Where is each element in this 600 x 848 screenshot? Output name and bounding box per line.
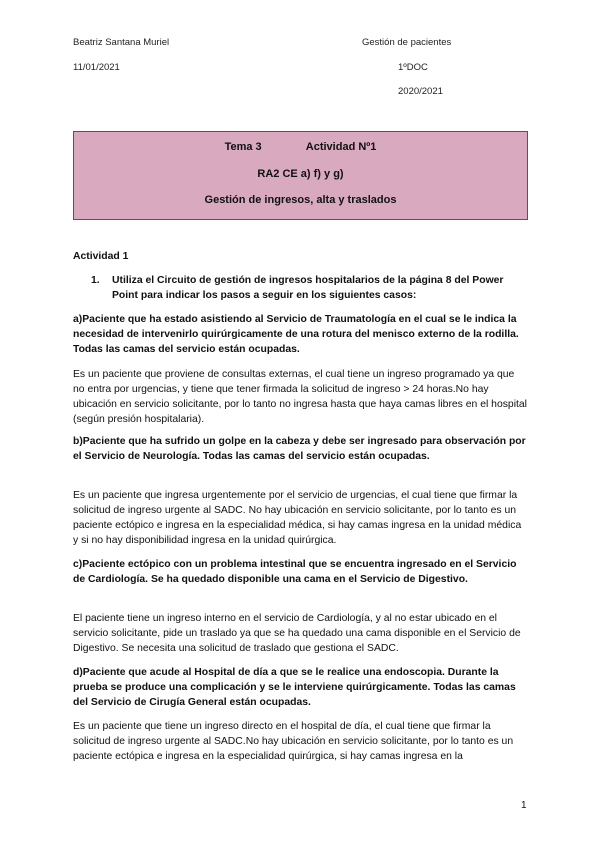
case-d-question: d)Paciente que acude al Hospital de día a que se le realice una endoscopia. Durante la prueba se produce una complicación y se le interviene quirúrgicamente. Todas las camas del Servicio de Cirugía General están ocupadas. (73, 667, 516, 708)
title-box (73, 131, 528, 220)
title-subtitle: Gestión de ingresos, alta y traslados (204, 194, 397, 206)
header-subject: Gestión de pacientes (362, 37, 452, 48)
title-tema: Tema 3 (224, 141, 262, 153)
case-a-question: a)Paciente que ha estado asistiendo al Servicio de Traumatología en el cual se le indica la necesidad de intervenirlo quirúrgicamente de una rotura del menisco externo de la rodilla. Todas las camas del servicio están ocupadas. (73, 314, 519, 355)
case-b-question: b)Paciente que ha sufrido un golpe en la cabeza y debe ser ingresado para observación por el Servicio de Neurología. Todas las camas del servicio están ocupadas. (73, 436, 526, 462)
activity-heading: Actividad 1 (73, 251, 129, 262)
instruction-item (91, 273, 527, 303)
case-a-answer: Es un paciente que proviene de consultas externas, el cual tiene un ingreso programado ya que no entra por urgencias, y tiene que tener firmada la solicitud de ingreso > 24 horas.No hay ubicación en servicio solicitante, por lo tanto no ingresa hasta que haya camas libres en el hospital (según presión hospitalaria). (73, 369, 527, 425)
case-c-question: c)Paciente ectópico con un problema intestinal que se encuentra ingresado en el Servicio de Cardiología. Se ha quedado disponible una cama en el Servicio de Digestivo. (73, 559, 517, 585)
title-actividad: Actividad Nº1 (305, 141, 377, 153)
case-d-answer: Es un paciente que tiene un ingreso directo en el hospital de día, el cual tiene que firmar la solicitud de ingreso urgente al SADC.No hay ubicación en servicio solicitante, por lo tanto es un paciente ectópica e ingresa en la especialidad quirúrgica, si hay camas ingresa en la (73, 721, 514, 762)
title-ra: RA2 CE a) f) y g) (257, 168, 344, 180)
header-course: 1ºDOC (398, 62, 428, 73)
header-date: 11/01/2021 (73, 62, 120, 73)
header-year: 2020/2021 (398, 86, 443, 97)
case-b-answer: Es un paciente que ingresa urgentemente por el servicio de urgencias, el cual tiene que firmar la solicitud de ingreso urgente al SADC. No hay ubicación en servicio solicitante, por lo tanto es un paciente ectópico e ingresa en la especialidad médica, si hay camas ingresa en la unidad médica y si no hay disponibilidad ingresa en la unidad quirúrgica. (73, 490, 522, 546)
page-number: 1 (521, 800, 527, 811)
instruction-number: 1. (91, 275, 100, 286)
title-line-1 (74, 141, 527, 153)
case-c-answer: El paciente tiene un ingreso interno en el servicio de Cardiología, y al no estar ubicado en el servicio solicitante, pide un traslado ya que se ha quedado una cama disponible en el Servicio de Digestivo. Se necesita una solicitud de traslado que gestiona el SADC. (73, 613, 521, 654)
header-author: Beatriz Santana Muriel (73, 37, 170, 48)
instruction-text: Utiliza el Circuito de gestión de ingresos hospitalarios de la página 8 del Power Point para indicar los pasos a seguir en los siguientes casos: (112, 275, 504, 301)
